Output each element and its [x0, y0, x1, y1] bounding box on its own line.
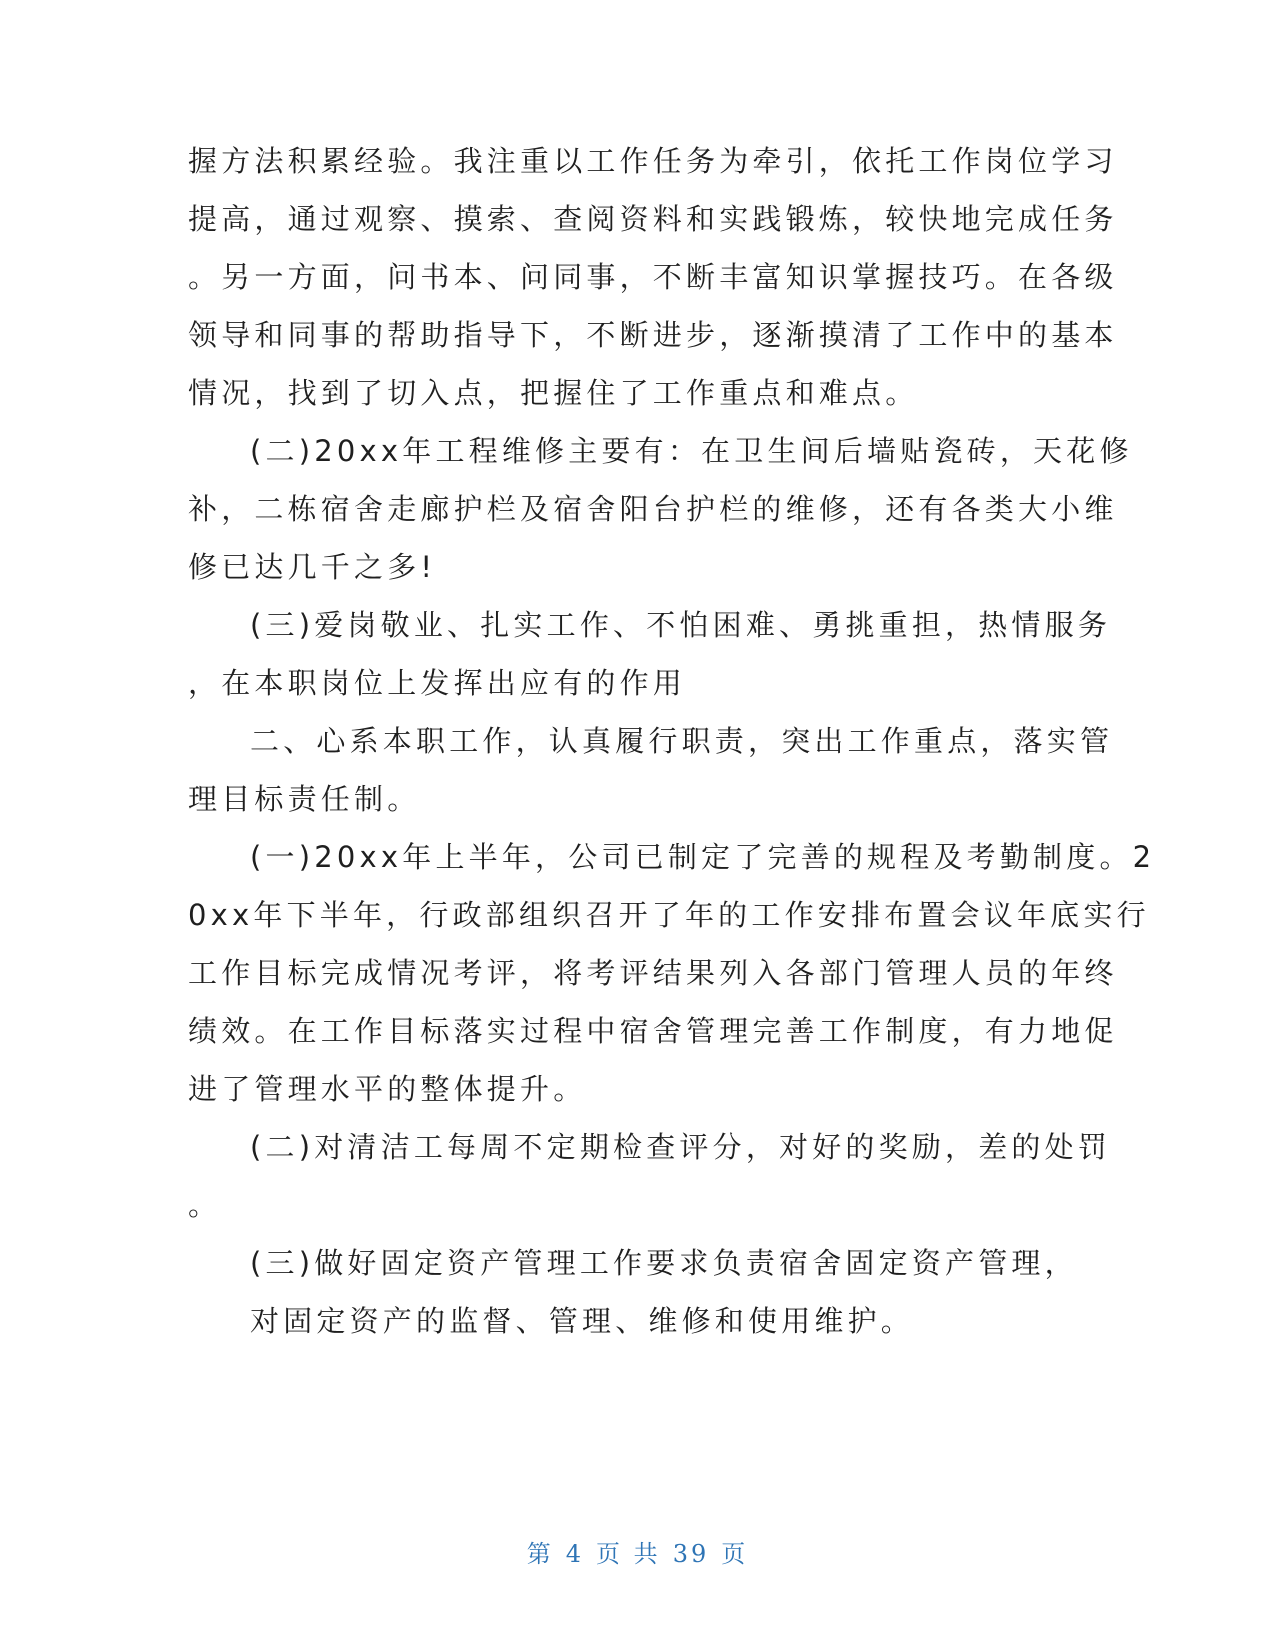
footer-total-pages: 39 — [672, 1540, 710, 1568]
footer-suffix: 页 — [721, 1540, 749, 1568]
paragraph-line: (三)做好固定资产管理工作要求负责宿舍固定资产管理， — [250, 1246, 1078, 1280]
paragraph-line: 进了管理水平的整体提升。 — [188, 1072, 587, 1106]
page-footer — [0, 1537, 1275, 1571]
paragraph-line: 理目标责任制。 — [188, 782, 421, 816]
footer-middle: 页 共 — [596, 1540, 661, 1568]
paragraph-line: 情况，找到了切入点，把握住了工作重点和难点。 — [188, 376, 919, 410]
paragraph-line: 二、心系本职工作，认真履行职责，突出工作重点，落实管 — [250, 724, 1114, 758]
paragraph-line: 绩效。在工作目标落实过程中宿舍管理完善工作制度，有力地促 — [188, 1014, 1118, 1048]
paragraph-line: 补，二栋宿舍走廊护栏及宿舍阳台护栏的维修，还有各类大小维 — [188, 492, 1118, 526]
footer-current-page: 4 — [565, 1540, 585, 1568]
paragraph-line: 领导和同事的帮助指导下，不断进步，逐渐摸清了工作中的基本 — [188, 318, 1118, 352]
paragraph-line: (一)20xx年上半年，公司已制定了完善的规程及考勤制度。2 — [250, 840, 1156, 874]
paragraph-line: 握方法积累经验。我注重以工作任务为牵引，依托工作岗位学习 — [188, 144, 1118, 178]
paragraph-line: ，在本职岗位上发挥出应有的作用 — [188, 666, 687, 700]
paragraph-line: 。 — [188, 1188, 222, 1222]
paragraph-line: 。另一方面，问书本、问同事，不断丰富知识掌握技巧。在各级 — [188, 260, 1118, 294]
paragraph-line: 提高，通过观察、摸索、查阅资料和实践锻炼，较快地完成任务 — [188, 202, 1118, 236]
paragraph-line: (二)20xx年工程维修主要有：在卫生间后墙贴瓷砖，天花修 — [250, 434, 1133, 468]
paragraph-line: 修已达几千之多! — [188, 550, 437, 584]
paragraph-line: (三)爱岗敬业、扎实工作、不怕困难、勇挑重担，热情服务 — [250, 608, 1112, 642]
paragraph-line: 工作目标完成情况考评，将考评结果列入各部门管理人员的年终 — [188, 956, 1118, 990]
paragraph-line: 0xx年下半年，行政部组织召开了年的工作安排布置会议年底实行 — [188, 898, 1150, 932]
paragraph-line: 对固定资产的监督、管理、维修和使用维护。 — [250, 1304, 915, 1338]
paragraph-line: (二)对清洁工每周不定期检查评分，对好的奖励，差的处罚 — [250, 1130, 1112, 1164]
footer-prefix: 第 — [526, 1540, 554, 1568]
